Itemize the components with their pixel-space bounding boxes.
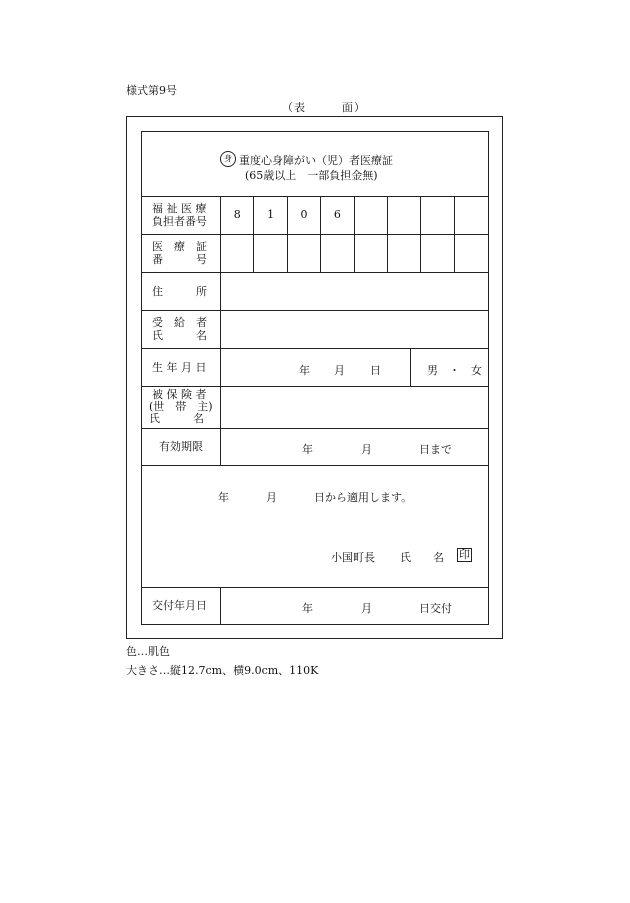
provider-digit[interactable]: 8 xyxy=(221,197,254,234)
cert-label-line1: 医 療 証 xyxy=(152,240,207,253)
apply-date-text: 日から適用します。 xyxy=(314,491,413,504)
seal-mark: 印 xyxy=(459,548,470,561)
provider-digits xyxy=(221,197,488,234)
card-subtitle: (65歳以上 一部負担金無) xyxy=(245,169,378,182)
provider-digit[interactable] xyxy=(355,197,388,234)
issuer-name-label: 氏 名 xyxy=(400,551,444,564)
birth-date-label xyxy=(142,349,221,386)
birth-month-label: 月 xyxy=(334,364,345,377)
provider-digit[interactable]: 0 xyxy=(288,197,321,234)
provider-number-label xyxy=(142,197,221,234)
issue-date-label xyxy=(142,588,221,624)
certificate-digit[interactable] xyxy=(321,235,354,272)
certificate-number-label xyxy=(142,235,221,272)
insured-label-line2: (世 帯 主) xyxy=(149,400,213,413)
address-label xyxy=(142,273,221,310)
issuer-mayor: 小国町長 xyxy=(331,551,375,564)
recipient-row xyxy=(142,311,488,349)
valid-period-row xyxy=(142,429,488,466)
insured-row xyxy=(142,387,488,429)
issue-year-label: 年 xyxy=(302,602,313,615)
recipient-name-field[interactable] xyxy=(222,311,488,348)
valid-until-label: 日まで xyxy=(419,443,452,456)
disability-mark-icon: 身 xyxy=(220,151,236,167)
issue-month-label: 月 xyxy=(361,602,372,615)
insured-label-line3: 氏 名 xyxy=(149,412,204,425)
valid-year-label: 年 xyxy=(302,443,313,456)
certificate-number-row xyxy=(142,235,488,273)
sex-options[interactable]: 男 ・ 女 xyxy=(427,364,482,377)
recipient-label xyxy=(142,311,221,348)
certificate-digit[interactable] xyxy=(221,235,254,272)
address-field[interactable] xyxy=(222,273,488,310)
certificate-digit[interactable] xyxy=(455,235,488,272)
provider-digit[interactable]: 6 xyxy=(321,197,354,234)
application-block xyxy=(142,466,488,588)
apply-month-label: 月 xyxy=(266,491,277,504)
insured-label-line1: 被 保 険 者 xyxy=(152,388,207,401)
provider-number-row xyxy=(142,197,488,235)
address-label-text: 住 所 xyxy=(152,285,207,298)
certificate-digit[interactable] xyxy=(288,235,321,272)
issue-label-text: 交付年月日 xyxy=(152,599,207,612)
recipient-label-line1: 受 給 者 xyxy=(152,316,207,329)
sex-divider xyxy=(410,349,411,386)
card-title: 重度心身障がい（児）者医療証 xyxy=(239,154,393,167)
recipient-label-line2: 氏 名 xyxy=(152,329,207,342)
provider-label-line1: 福 祉 医 療 xyxy=(152,202,207,215)
certificate-digit[interactable] xyxy=(388,235,421,272)
address-row xyxy=(142,273,488,311)
cert-label-line2: 番 号 xyxy=(152,253,207,266)
certificate-digits xyxy=(221,235,488,272)
provider-digit[interactable]: 1 xyxy=(254,197,287,234)
certificate-digit[interactable] xyxy=(254,235,287,272)
provider-digit[interactable] xyxy=(388,197,421,234)
title-row xyxy=(142,132,488,197)
birth-year-label: 年 xyxy=(299,364,310,377)
provider-digit[interactable] xyxy=(455,197,488,234)
medical-certificate-card xyxy=(141,131,489,625)
note-color: 色…肌色 xyxy=(126,645,170,658)
insured-name-field[interactable] xyxy=(222,387,488,428)
form-number: 様式第9号 xyxy=(126,84,177,97)
valid-period-label xyxy=(142,429,221,465)
valid-label-text: 有効期限 xyxy=(159,440,203,453)
birth-date-row xyxy=(142,349,488,387)
certificate-digit[interactable] xyxy=(355,235,388,272)
insured-label xyxy=(142,387,221,428)
apply-year-label: 年 xyxy=(218,491,229,504)
valid-month-label: 月 xyxy=(361,443,372,456)
issue-date-row xyxy=(142,588,488,624)
provider-digit[interactable] xyxy=(421,197,454,234)
birth-label-text: 生 年 月 日 xyxy=(152,361,207,374)
note-size: 大きさ…縦12.7cm、横9.0cm、110K xyxy=(126,664,319,677)
issue-day-label: 日交付 xyxy=(419,602,452,615)
certificate-digit[interactable] xyxy=(421,235,454,272)
side-label: （表 面） xyxy=(282,101,366,114)
provider-label-line2: 負担者番号 xyxy=(152,215,207,228)
birth-day-label: 日 xyxy=(370,364,381,377)
